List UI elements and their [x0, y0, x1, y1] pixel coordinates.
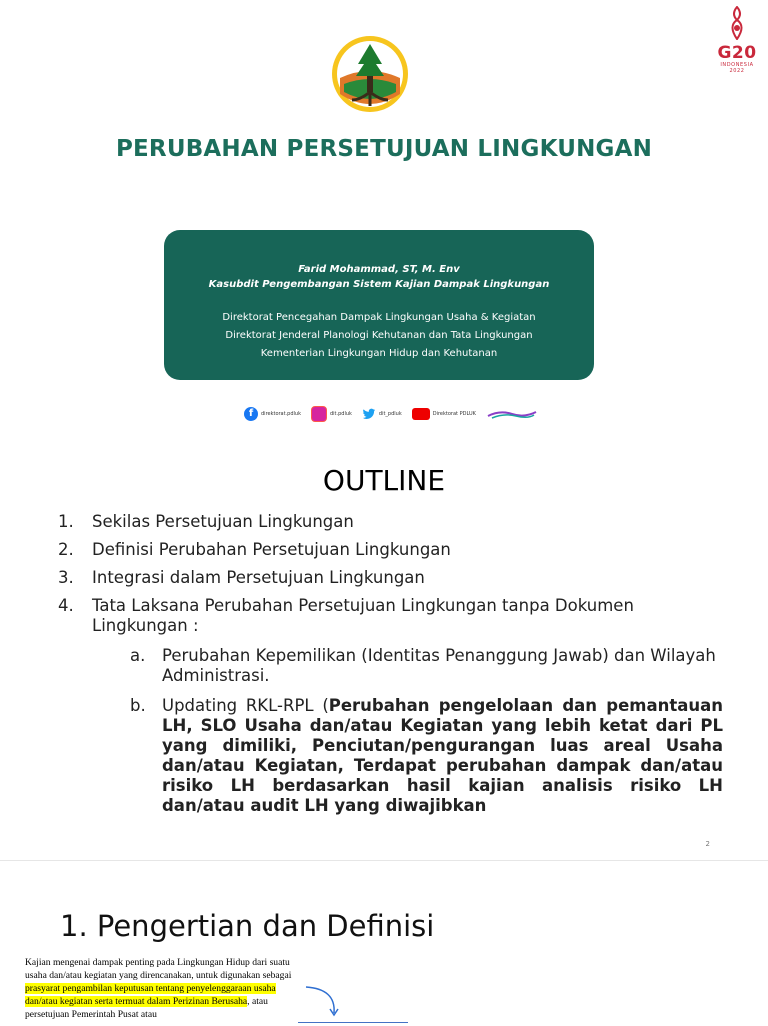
item-text: Integrasi dalam Persetujuan Lingkungan [92, 568, 425, 587]
highlighted-text: prasyarat pengambilan keputusan tentang penyelenggaraan usaha dan/atau kegiatan serta termuat dalam Perizinan Berusaha [25, 983, 276, 1007]
facebook-icon: f [244, 407, 258, 421]
outline-slide [0, 450, 768, 860]
paragraph-text: , atau persetujuan Pemerintah Pusat atau [25, 996, 268, 1020]
definition-slide [0, 860, 768, 1025]
sub-item-text: Perubahan Kepemilikan (Identitas Penanggung Jawab) dan Wilayah Administrasi. [162, 646, 716, 685]
curved-arrow-icon [302, 983, 342, 1019]
g20-word: G20 [717, 43, 757, 63]
department-block [164, 309, 594, 363]
social-youtube[interactable] [412, 408, 476, 420]
presenter-name: Farid Mohammad, ST, M. Env [298, 264, 460, 275]
presentation-title: PERUBAHAN PERSETUJUAN LINGKUNGAN [115, 136, 653, 162]
social-label: direktorat.pdluk [261, 411, 301, 417]
outline-title: OUTLINE [322, 464, 446, 497]
department-line: Direktorat Jenderal Planologi Kehutanan dan Tata Lingkungan [225, 330, 533, 341]
twitter-icon [362, 407, 376, 421]
item-number: 2. [58, 540, 74, 559]
social-instagram[interactable] [311, 406, 352, 422]
social-brand-icon [486, 409, 538, 419]
social-media-bar [244, 405, 538, 423]
list-item [58, 540, 723, 560]
definition-title: 1. Pengertian dan Definisi [60, 909, 435, 943]
item-number: 4. [58, 596, 74, 615]
list-item [58, 596, 723, 816]
ministry-logo [330, 34, 410, 114]
sub-item-letter: a. [130, 646, 146, 665]
item-text: Tata Laksana Perubahan Persetujuan Lingkungan tanpa Dokumen Lingkungan : [92, 596, 634, 635]
list-item [58, 568, 723, 588]
sub-list-item [126, 696, 723, 816]
page-number: 2 [705, 840, 710, 848]
department-line: Kementerian Lingkungan Hidup dan Kehutanan [260, 348, 498, 359]
definition-paragraph [25, 956, 307, 1021]
item-number: 1. [58, 512, 74, 531]
sub-item-letter: b. [130, 696, 146, 715]
g20-logo [712, 6, 762, 80]
social-twitter[interactable] [362, 407, 402, 421]
item-number: 3. [58, 568, 74, 587]
social-label: dit.pdluk [329, 411, 352, 417]
g20-mark-icon [726, 6, 748, 40]
department-line: Direktorat Pencegahan Dampak Lingkungan Usaha & Kegiatan [222, 312, 536, 323]
item-text: Sekilas Persetujuan Lingkungan [92, 512, 354, 531]
paragraph-text: Kajian mengenai dampak penting pada Lingkungan Hidup dari suatu usaha dan/atau kegiatan yang direncanakan, untuk digunakan sebagai [25, 957, 292, 981]
youtube-icon [412, 408, 430, 420]
social-facebook[interactable] [244, 407, 301, 421]
item-text: Definisi Perubahan Persetujuan Lingkungan [92, 540, 451, 559]
g20-country: INDONESIA [720, 62, 754, 68]
presenter-position: Kasubdit Pengembangan Sistem Kajian Dampak Lingkungan [208, 279, 550, 290]
diagram-box-edge [298, 1022, 408, 1026]
title-slide [0, 0, 768, 450]
outline-list [58, 512, 723, 824]
presenter-info-box [164, 230, 594, 380]
social-label: Direktorat PDLUK [432, 411, 476, 417]
social-label: dit_pdluk [378, 411, 402, 417]
list-item [58, 512, 723, 532]
sub-item-lead: Updating RKL-RPL ( [162, 696, 329, 715]
sub-list-item [126, 646, 723, 686]
g20-year: 2022 [729, 68, 745, 74]
sub-item-bold-text: Perubahan pengelolaan dan pemantauan LH, SLO Usaha dan/atau Kegiatan yang lebih ketat dari PL yang dimiliki, Penciutan/pengurangan luas areal Usaha dan/atau Kegiatan, Terdapat perubahan dampak dan/atau risiko LH berdasarkan hasil kajian analisis risiko LH dan/atau audit LH yang diwajibkan [162, 696, 724, 815]
instagram-icon [311, 406, 327, 422]
